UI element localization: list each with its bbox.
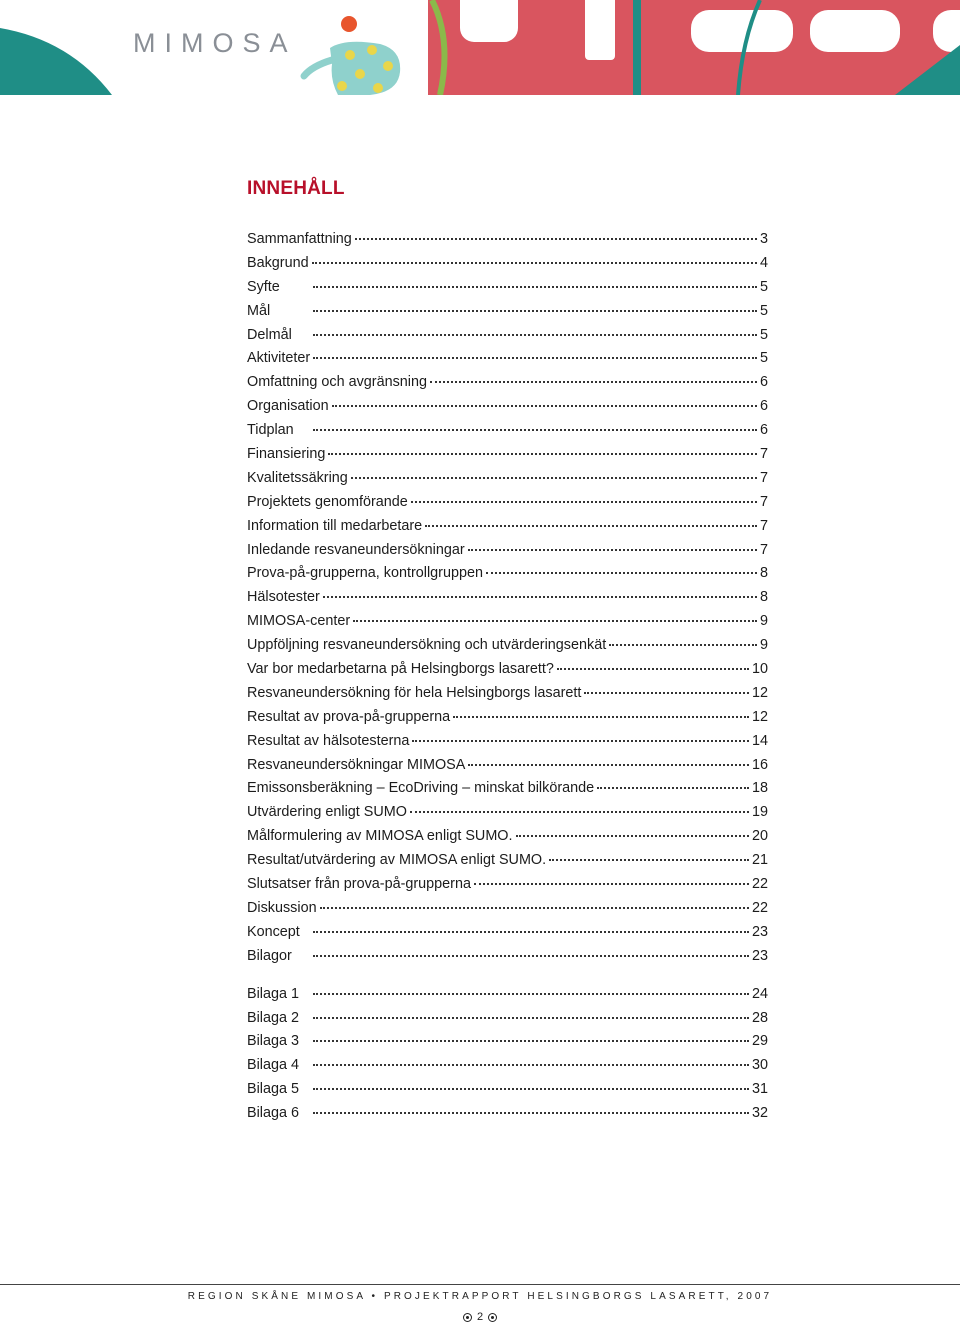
dot-leader <box>353 619 757 622</box>
dot-leader <box>549 858 749 861</box>
toc-entry[interactable] <box>247 491 768 515</box>
toc-entry[interactable] <box>247 682 768 706</box>
toc-entry-page: 4 <box>759 254 768 271</box>
dot-leader <box>313 309 757 312</box>
dot-leader <box>313 285 757 288</box>
toc-entry-page: 9 <box>759 613 768 630</box>
dot-leader <box>468 763 749 766</box>
toc-entry-label: Aktiviteter <box>247 350 311 367</box>
dot-leader <box>425 524 757 527</box>
toc-entry-label: Bilaga 4 <box>247 1057 300 1074</box>
toc-entry-page: 9 <box>759 637 768 654</box>
brand-logo: MIMOSA <box>133 28 297 58</box>
footer-text: REGION SKÅNE MIMOSA • PROJEKTRAPPORT HELSINGBORGS LASARETT, 2007 <box>187 1291 773 1302</box>
toc-entry[interactable] <box>247 467 768 491</box>
dot-leader <box>312 261 757 264</box>
toc-entry-label: Bilaga 3 <box>247 1033 300 1050</box>
toc-entry-label: Mål <box>247 302 271 319</box>
toc-entry-label: Kvalitetssäkring <box>247 469 348 486</box>
window-shape <box>585 0 615 60</box>
dot-leader <box>313 1063 749 1066</box>
toc-entry[interactable] <box>247 825 768 849</box>
toc-entry-label: Bilaga 1 <box>247 985 300 1002</box>
toc-entry-label: Prova-på-grupperna, kontrollgruppen <box>247 565 483 582</box>
toc-entry-page: 8 <box>759 565 768 582</box>
dot-leader <box>609 643 757 646</box>
toc-list <box>247 228 768 1126</box>
toc-entry[interactable] <box>247 300 768 324</box>
window-shape <box>691 10 793 52</box>
toc-entry-page: 5 <box>759 350 768 367</box>
dot-leader <box>557 667 749 670</box>
page-header <box>0 0 960 95</box>
toc-entry[interactable] <box>247 754 768 778</box>
page-number: 2 <box>476 1311 484 1323</box>
toc-entry-label: Projektets genomförande <box>247 493 408 510</box>
toc-entry[interactable] <box>247 395 768 419</box>
dot-leader <box>474 882 749 885</box>
toc-entry-page: 16 <box>751 756 768 773</box>
toc-entry-page: 14 <box>751 732 768 749</box>
toc-entry-label: Tidplan <box>247 422 294 439</box>
toc-entry-label: Koncept <box>247 923 300 940</box>
ring-icon <box>463 1313 472 1322</box>
toc-entry-label: Resultat av hälsotesterna <box>247 732 410 749</box>
dot-shape <box>383 61 393 71</box>
toc-entry-label: Slutsatser från prova-på-grupperna <box>247 876 471 893</box>
toc-entry-page: 30 <box>751 1057 768 1074</box>
dot-shape <box>345 50 355 60</box>
toc-entry[interactable] <box>247 1030 768 1054</box>
dot-leader <box>355 237 757 240</box>
toc-entry-label: Resvaneundersökningar MIMOSA <box>247 756 466 773</box>
dot-leader <box>516 834 749 837</box>
toc-entry-label: Diskussion <box>247 899 317 916</box>
toc-entry-page: 5 <box>759 302 768 319</box>
toc-entry-label: Sammanfattning <box>247 231 352 247</box>
dot-leader <box>313 333 757 336</box>
window-shape <box>810 10 900 52</box>
toc-entry-page: 22 <box>751 876 768 893</box>
toc-entry-page: 6 <box>759 422 768 439</box>
dot-leader <box>323 595 757 598</box>
toc-entry[interactable] <box>247 347 768 371</box>
toc-entry[interactable] <box>247 586 768 610</box>
toc-entry-page: 5 <box>759 278 768 295</box>
toc-entry-page: 7 <box>759 517 768 534</box>
toc-entry-label: Resultat av prova-på-grupperna <box>247 708 451 725</box>
toc-entry-page: 20 <box>751 828 768 845</box>
toc-entry-page: 32 <box>751 1105 768 1122</box>
toc-entry-label: Information till medarbetare <box>247 517 423 534</box>
toc-entry[interactable] <box>247 777 768 801</box>
toc-entry[interactable] <box>247 801 768 825</box>
toc-entry-label: Bakgrund <box>247 254 309 271</box>
teal-wedge-shape <box>0 28 112 95</box>
dot-leader <box>453 715 749 718</box>
toc-entry-label: Hälsotester <box>247 589 320 606</box>
toc-entry-label: MIMOSA-center <box>247 613 351 630</box>
toc-entry-label: Finansiering <box>247 446 326 463</box>
toc-entry-label: Resultat/utvärdering av MIMOSA enligt SUMO. <box>247 852 547 869</box>
dot-leader <box>584 691 749 694</box>
toc-entry-label: Uppföljning resvaneundersökning och utvärderingsenkät <box>247 637 607 654</box>
footer-rule <box>0 1284 960 1285</box>
toc-entry[interactable] <box>247 658 768 682</box>
toc-entry[interactable] <box>247 983 768 1007</box>
toc-entry-label: Bilaga 6 <box>247 1105 300 1122</box>
dot-leader <box>313 992 749 995</box>
toc-entry[interactable] <box>247 897 768 921</box>
dot-leader <box>320 906 749 909</box>
toc-entry[interactable] <box>247 849 768 873</box>
toc-entry-label: Organisation <box>247 398 329 415</box>
dot-leader <box>410 810 749 813</box>
toc-entry-label: Utvärdering enligt SUMO <box>247 804 407 821</box>
toc-entry[interactable] <box>247 419 768 443</box>
toc-entry-page: 22 <box>751 899 768 916</box>
toc-entry[interactable] <box>247 730 768 754</box>
toc-entry-label: Emissonsberäkning – EcoDriving – minskat bilkörande <box>247 780 595 797</box>
toc-entry-page: 29 <box>751 1033 768 1050</box>
toc-entry-page: 23 <box>751 947 768 964</box>
figure-head-shape <box>341 16 357 32</box>
dot-leader <box>313 954 749 957</box>
toc-entry-page: 31 <box>751 1081 768 1098</box>
toc-entry[interactable] <box>247 921 768 945</box>
toc-entry-page: 12 <box>751 708 768 725</box>
dot-shape <box>337 81 347 91</box>
dot-leader <box>313 1111 749 1114</box>
pole-shape <box>633 0 641 95</box>
toc-entry[interactable] <box>247 610 768 634</box>
toc-entry-page: 28 <box>751 1009 768 1026</box>
toc-entry-label: Delmål <box>247 326 292 343</box>
toc-entry-label: Bilaga 2 <box>247 1009 300 1026</box>
toc-entry-label: Var bor medarbetarna på Helsingborgs lasarett? <box>247 661 554 678</box>
toc-entry[interactable] <box>247 515 768 539</box>
toc-entry[interactable] <box>247 1078 768 1102</box>
dot-shape <box>367 45 377 55</box>
toc-entry-page: 24 <box>751 985 768 1002</box>
dot-leader <box>597 786 749 789</box>
toc-entry-label: Omfattning och avgränsning <box>247 374 427 391</box>
toc-entry-page: 3 <box>759 231 768 247</box>
toc-entry[interactable] <box>247 443 768 467</box>
toc-entry-page: 23 <box>751 923 768 940</box>
toc-entry-page: 6 <box>759 374 768 391</box>
figure-arm-shape <box>304 60 332 76</box>
ring-icon <box>488 1313 497 1322</box>
dot-leader <box>411 500 757 503</box>
toc-entry-label: Syfte <box>247 278 280 295</box>
dot-leader <box>313 356 757 359</box>
toc-entry-page: 7 <box>759 446 768 463</box>
toc-entry-page: 7 <box>759 493 768 510</box>
toc-entry-page: 19 <box>751 804 768 821</box>
toc-entry[interactable] <box>247 324 768 348</box>
toc-entry-label: Bilaga 5 <box>247 1081 300 1098</box>
dot-leader <box>328 452 757 455</box>
toc-entry[interactable] <box>247 634 768 658</box>
toc-entry[interactable] <box>247 539 768 563</box>
toc-entry-label: Bilagor <box>247 947 292 964</box>
toc-entry[interactable] <box>247 562 768 586</box>
toc-entry[interactable] <box>247 1054 768 1078</box>
toc-entry-page: 21 <box>751 852 768 869</box>
toc-entry-page: 7 <box>759 469 768 486</box>
toc-entry[interactable] <box>247 371 768 395</box>
dot-leader <box>313 1039 749 1042</box>
toc-entry[interactable] <box>247 873 768 897</box>
dot-leader <box>486 571 757 574</box>
toc-entry-page: 10 <box>751 661 768 678</box>
window-shape <box>460 0 518 42</box>
dot-shape <box>373 83 383 93</box>
toc-entry[interactable] <box>247 1007 768 1031</box>
dot-leader <box>412 739 749 742</box>
toc-entry-page: 8 <box>759 589 768 606</box>
dot-leader <box>351 476 757 479</box>
toc-entry-label: Målformulering av MIMOSA enligt SUMO. <box>247 828 513 845</box>
dot-leader <box>468 548 757 551</box>
toc-entry[interactable] <box>247 252 768 276</box>
toc-entry-page: 7 <box>759 541 768 558</box>
toc-title: INNEHÅLL <box>247 178 345 199</box>
dot-shape <box>355 69 365 79</box>
toc-entry[interactable] <box>247 228 768 252</box>
toc-entry-page: 5 <box>759 326 768 343</box>
dot-leader <box>313 930 749 933</box>
dot-leader <box>332 404 757 407</box>
dot-leader <box>313 1087 749 1090</box>
toc-entry-page: 18 <box>751 780 768 797</box>
dot-leader <box>313 1016 749 1019</box>
toc-entry[interactable] <box>247 276 768 300</box>
toc-entry-label: Inledande resvaneundersökningar <box>247 541 465 558</box>
toc-entry[interactable] <box>247 945 768 969</box>
dot-leader <box>430 380 757 383</box>
toc-entry[interactable] <box>247 1102 768 1126</box>
toc-entry-label: Resvaneundersökning för hela Helsingborgs lasarett <box>247 684 582 701</box>
footer-page-number <box>0 1311 960 1323</box>
toc-entry-page: 12 <box>751 684 768 701</box>
toc-entry-page: 6 <box>759 398 768 415</box>
toc-entry[interactable] <box>247 706 768 730</box>
dot-leader <box>313 428 757 431</box>
